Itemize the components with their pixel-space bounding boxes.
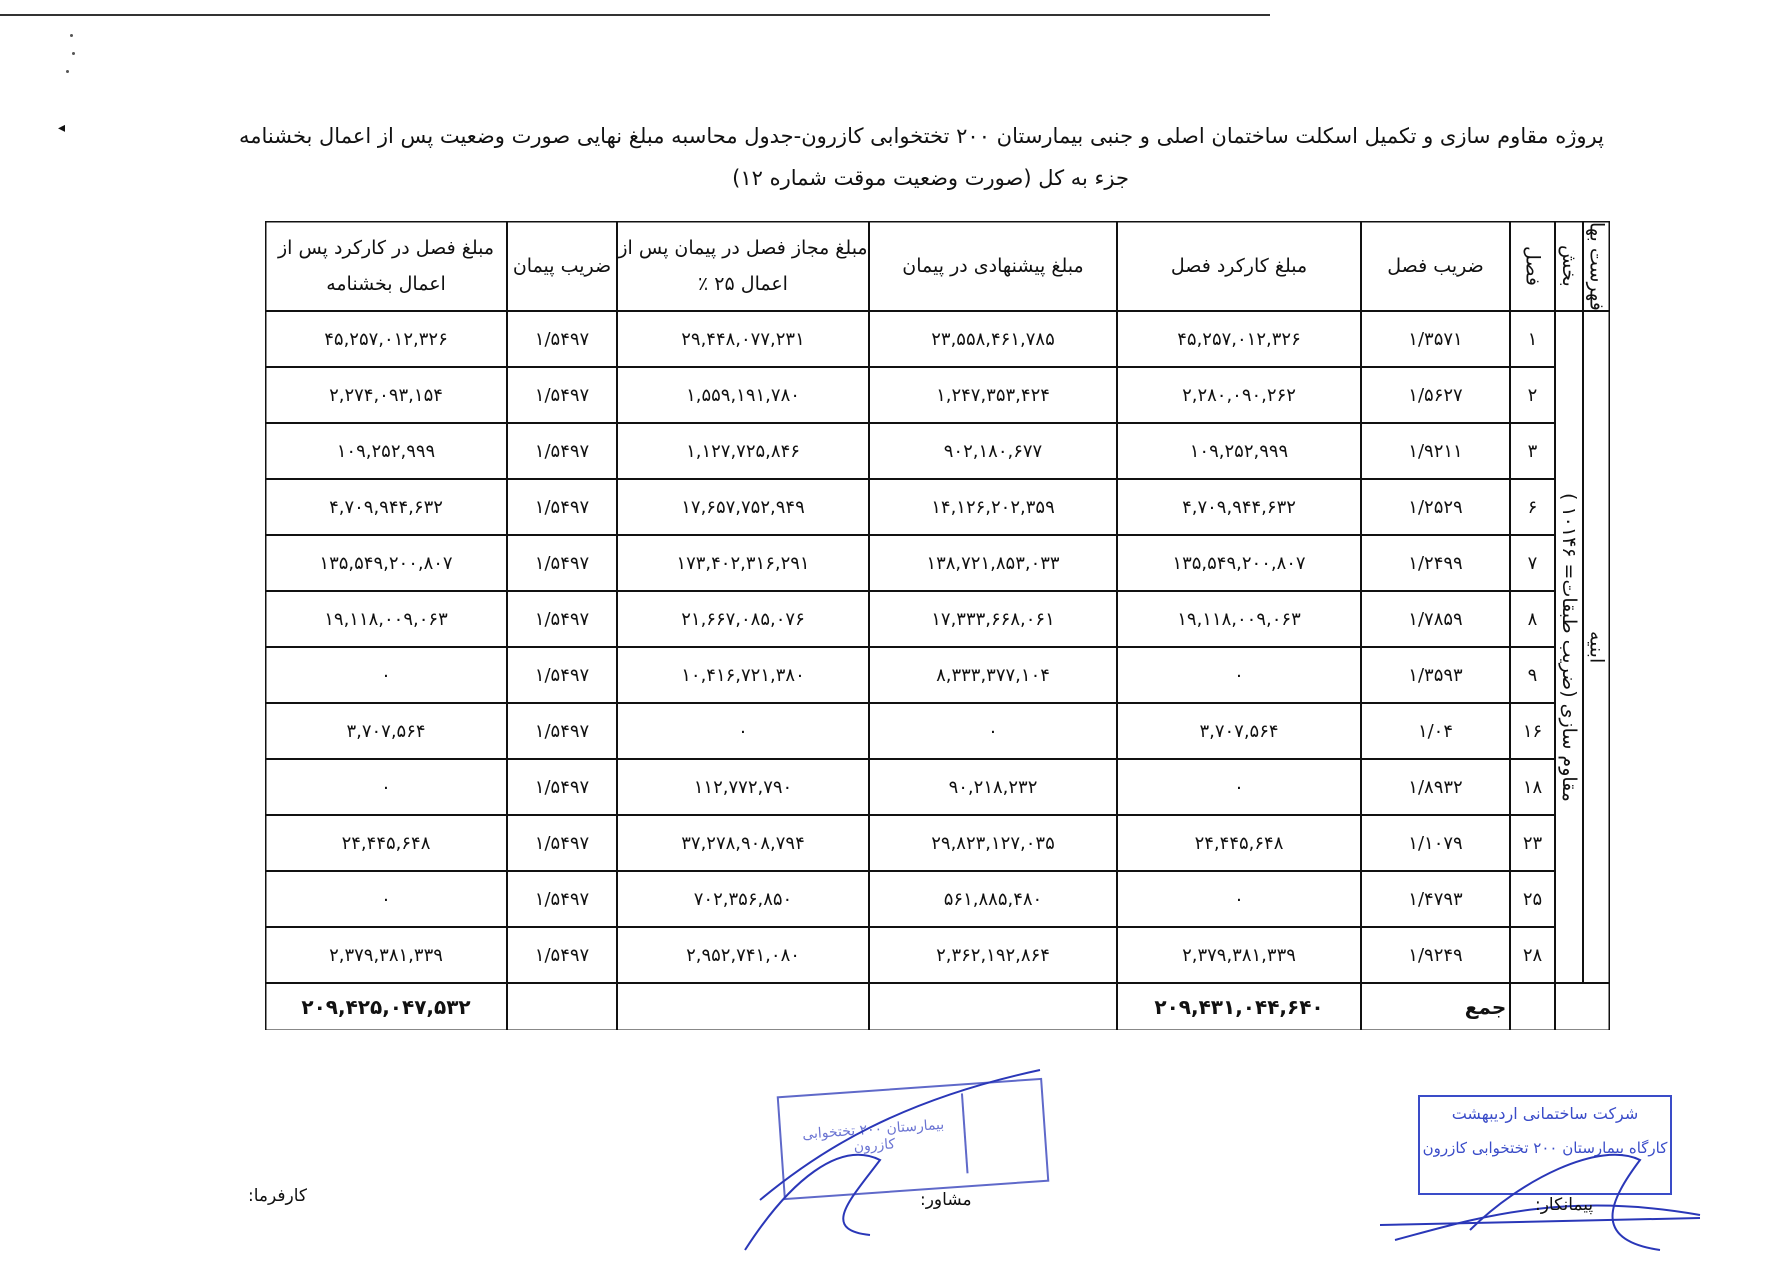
cell-allowed-amount: ۱۰,۴۱۶,۷۲۱,۳۸۰: [681, 664, 805, 686]
cell-chapter-factor: ۱/۲۴۹۹: [1408, 552, 1463, 574]
consultant-stamp-text: بیمارستان ۲۰۰ تختخوابی کازرون: [801, 1116, 945, 1156]
cell-chapter-factor: ۱/۳۵۷۱: [1408, 328, 1463, 350]
list-name: ابنیه: [1585, 630, 1608, 664]
contractor-stamp: [1418, 1095, 1672, 1195]
cell-allowed-amount: ۲,۹۵۲,۷۴۱,۰۸۰: [686, 944, 800, 966]
cell-allowed-amount: ۱۷,۶۵۷,۷۵۲,۹۴۹: [681, 496, 805, 518]
header-proposed-amount: مبلغ پیشنهادی در پیمان: [902, 255, 1084, 277]
cell-work-amount: ۱۳۵,۵۴۹,۲۰۰,۸۰۷: [1172, 552, 1306, 574]
cell-chapter: ۱: [1527, 328, 1538, 350]
contractor-label: پیمانکار:: [1535, 1195, 1594, 1215]
cell-proposed-amount: ۹۰۲,۱۸۰,۶۷۷: [943, 440, 1043, 462]
cell-chapter-factor: ۱/۹۲۱۱: [1408, 440, 1463, 462]
cell-contract-factor: ۱/۵۴۹۷: [534, 384, 590, 406]
title-line-1: پروژه مقاوم سازی و تکمیل اسکلت ساختمان اصلی و جنبی بیمارستان ۲۰۰ تختخوابی کازرون-جدول محاسبه مبلغ نهایی صورت وضعیت پس از اعمال بخشنامه: [239, 124, 1604, 148]
cell-contract-factor: ۱/۵۴۹۷: [534, 888, 590, 910]
arrow-mark-icon: ◂: [58, 120, 66, 136]
cell-chapter: ۸: [1527, 608, 1538, 630]
cell-allowed-amount: ۲۹,۴۴۸,۰۷۷,۲۳۱: [681, 328, 805, 350]
cell-work-amount: ۴,۷۰۹,۹۴۴,۶۳۲: [1182, 496, 1296, 518]
cell-proposed-amount: ۰: [988, 720, 998, 742]
cell-chapter: ۲۵: [1522, 888, 1543, 910]
cell-chapter: ۲۸: [1522, 944, 1543, 966]
cell-chapter: ۹: [1527, 664, 1538, 686]
statement-table: [265, 221, 1610, 1030]
cell-chapter: ۲: [1527, 384, 1538, 406]
total-work-amount: ۲۰۹,۴۳۱,۰۴۴,۶۴۰: [1154, 995, 1324, 1019]
header-section: بخش: [1558, 245, 1580, 287]
cell-proposed-amount: ۱,۲۴۷,۳۵۳,۴۲۴: [936, 384, 1050, 406]
cell-contract-factor: ۱/۵۴۹۷: [534, 552, 590, 574]
cell-final-amount: ۰: [381, 664, 391, 686]
cell-work-amount: ۰: [1234, 664, 1244, 686]
contractor-stamp-line-2: کارگاه بیمارستان ۲۰۰ تختخوابی کازرون: [1422, 1139, 1668, 1157]
cell-chapter-factor: ۱/۸۹۳۲: [1408, 776, 1463, 798]
cell-final-amount: ۰: [381, 888, 391, 910]
document-title: [224, 115, 1604, 199]
scan-dot: [70, 34, 73, 37]
total-label: جمع: [1464, 995, 1507, 1019]
header-chapter-factor: ضریب فصل: [1387, 255, 1484, 277]
cell-final-amount: ۰: [381, 776, 391, 798]
cell-proposed-amount: ۲,۳۶۲,۱۹۲,۸۶۴: [936, 944, 1050, 966]
cell-chapter: ۷: [1527, 552, 1538, 574]
cell-proposed-amount: ۱۷,۳۳۳,۶۶۸,۰۶۱: [931, 608, 1055, 630]
cell-contract-factor: ۱/۵۴۹۷: [534, 496, 590, 518]
cell-allowed-amount: ۱,۱۲۷,۷۲۵,۸۴۶: [686, 440, 800, 462]
cell-allowed-amount: ۳۷,۲۷۸,۹۰۸,۷۹۴: [681, 832, 805, 854]
cell-work-amount: ۱۰۹,۲۵۲,۹۹۹: [1189, 440, 1289, 462]
cell-allowed-amount: ۲۱,۶۶۷,۰۸۵,۰۷۶: [681, 608, 805, 630]
cell-allowed-amount: ۱,۵۵۹,۱۹۱,۷۸۰: [686, 384, 800, 406]
cell-work-amount: ۲,۳۷۹,۳۸۱,۳۳۹: [1182, 944, 1296, 966]
cell-contract-factor: ۱/۵۴۹۷: [534, 776, 590, 798]
contractor-stamp-line-1: شرکت ساختمانی اردیبهشت: [1451, 1104, 1639, 1123]
cell-chapter-factor: ۱/۳۵۹۳: [1408, 664, 1463, 686]
cell-final-amount: ۱۰۹,۲۵۲,۹۹۹: [336, 440, 436, 462]
cell-work-amount: ۰: [1234, 888, 1244, 910]
cell-chapter: ۶: [1527, 496, 1538, 518]
cell-final-amount: ۲۴,۴۴۵,۶۴۸: [341, 832, 431, 854]
consultant-stamp: [777, 1078, 1050, 1200]
cell-allowed-amount: ۱۱۲,۷۷۲,۷۹۰: [693, 776, 793, 798]
cell-work-amount: ۲۴,۴۴۵,۶۴۸: [1194, 832, 1284, 854]
employer-label: کارفرما:: [248, 1186, 308, 1206]
cell-proposed-amount: ۵۶۱,۸۸۵,۴۸۰: [943, 888, 1043, 910]
cell-final-amount: ۲,۳۷۹,۳۸۱,۳۳۹: [329, 944, 443, 966]
cell-proposed-amount: ۲۹,۸۲۳,۱۲۷,۰۳۵: [931, 832, 1055, 854]
header-allowed-amount: مبلغ مجاز فصل در پیمان پس از اعمال ۲۵ ٪: [618, 237, 868, 295]
section-name: مقاوم سازی (ضریب طبقات= ۱۰۱۴۶ ): [1558, 492, 1580, 802]
cell-chapter-factor: ۱/۱۰۷۹: [1408, 832, 1463, 854]
cell-chapter-factor: ۱/۲۵۲۹: [1408, 496, 1463, 518]
cell-allowed-amount: ۰: [738, 720, 748, 742]
cell-work-amount: ۳,۷۰۷,۵۶۴: [1199, 720, 1279, 742]
cell-contract-factor: ۱/۵۴۹۷: [534, 832, 590, 854]
cell-final-amount: ۱۳۵,۵۴۹,۲۰۰,۸۰۷: [319, 552, 453, 574]
header-chapter: فصل: [1521, 246, 1544, 286]
cell-chapter-factor: ۱/۴۷۹۳: [1408, 888, 1463, 910]
cell-allowed-amount: ۷۰۲,۳۵۶,۸۵۰: [693, 888, 793, 910]
cell-contract-factor: ۱/۵۴۹۷: [534, 328, 590, 350]
cell-allowed-amount: ۱۷۳,۴۰۲,۳۱۶,۲۹۱: [676, 552, 810, 574]
total-final-amount: ۲۰۹,۴۲۵,۰۴۷,۵۳۲: [301, 995, 471, 1019]
cell-work-amount: ۴۵,۲۵۷,۰۱۲,۳۲۶: [1177, 328, 1301, 350]
title-line-2: جزء به کل (صورت وضعیت موقت شماره ۱۲): [732, 166, 1129, 190]
cell-chapter-factor: ۱/۰۴: [1417, 720, 1454, 742]
cell-final-amount: ۴,۷۰۹,۹۴۴,۶۳۲: [329, 496, 443, 518]
cell-chapter: ۱۶: [1522, 720, 1543, 742]
cell-chapter: ۱۸: [1522, 776, 1543, 798]
cell-final-amount: ۳,۷۰۷,۵۶۴: [346, 720, 426, 742]
cell-proposed-amount: ۲۳,۵۵۸,۴۶۱,۷۸۵: [931, 328, 1055, 350]
contractor-signature-stroke: [1380, 1218, 1700, 1225]
cell-proposed-amount: ۱۴,۱۲۶,۲۰۲,۳۵۹: [931, 496, 1055, 518]
cell-proposed-amount: ۱۳۸,۷۲۱,۸۵۳,۰۳۳: [926, 552, 1060, 574]
cell-final-amount: ۴۵,۲۵۷,۰۱۲,۳۲۶: [324, 328, 448, 350]
cell-final-amount: ۲,۲۷۴,۰۹۳,۱۵۴: [329, 384, 443, 406]
scan-top-line: [0, 14, 1270, 16]
cell-chapter-factor: ۱/۹۲۴۹: [1408, 944, 1463, 966]
cell-contract-factor: ۱/۵۴۹۷: [534, 664, 590, 686]
cell-contract-factor: ۱/۵۴۹۷: [534, 720, 590, 742]
cell-contract-factor: ۱/۵۴۹۷: [534, 608, 590, 630]
cell-chapter-factor: ۱/۵۶۲۷: [1408, 384, 1463, 406]
header-final-amount: مبلغ فصل در کارکرد پس از اعمال بخشنامه: [277, 237, 495, 295]
cell-final-amount: ۱۹,۱۱۸,۰۰۹,۰۶۳: [324, 608, 448, 630]
consultant-label: مشاور:: [920, 1190, 972, 1210]
cell-work-amount: ۲,۲۸۰,۰۹۰,۲۶۲: [1182, 384, 1296, 406]
cell-contract-factor: ۱/۵۴۹۷: [534, 944, 590, 966]
scan-dot: [72, 52, 75, 55]
header-work-amount: مبلغ کارکرد فصل: [1170, 255, 1308, 277]
header-list: فهرست بها: [1585, 221, 1608, 311]
cell-proposed-amount: ۹۰,۲۱۸,۲۳۲: [948, 776, 1038, 798]
cell-chapter: ۲۳: [1522, 832, 1543, 854]
cell-proposed-amount: ۸,۳۳۳,۳۷۷,۱۰۴: [936, 664, 1050, 686]
cell-chapter: ۳: [1527, 440, 1538, 462]
scan-dot: [66, 70, 69, 73]
cell-work-amount: ۰: [1234, 776, 1244, 798]
cell-chapter-factor: ۱/۷۸۵۹: [1408, 608, 1463, 630]
header-contract-factor: ضریب پیمان: [512, 255, 612, 277]
cell-contract-factor: ۱/۵۴۹۷: [534, 440, 590, 462]
cell-work-amount: ۱۹,۱۱۸,۰۰۹,۰۶۳: [1177, 608, 1301, 630]
